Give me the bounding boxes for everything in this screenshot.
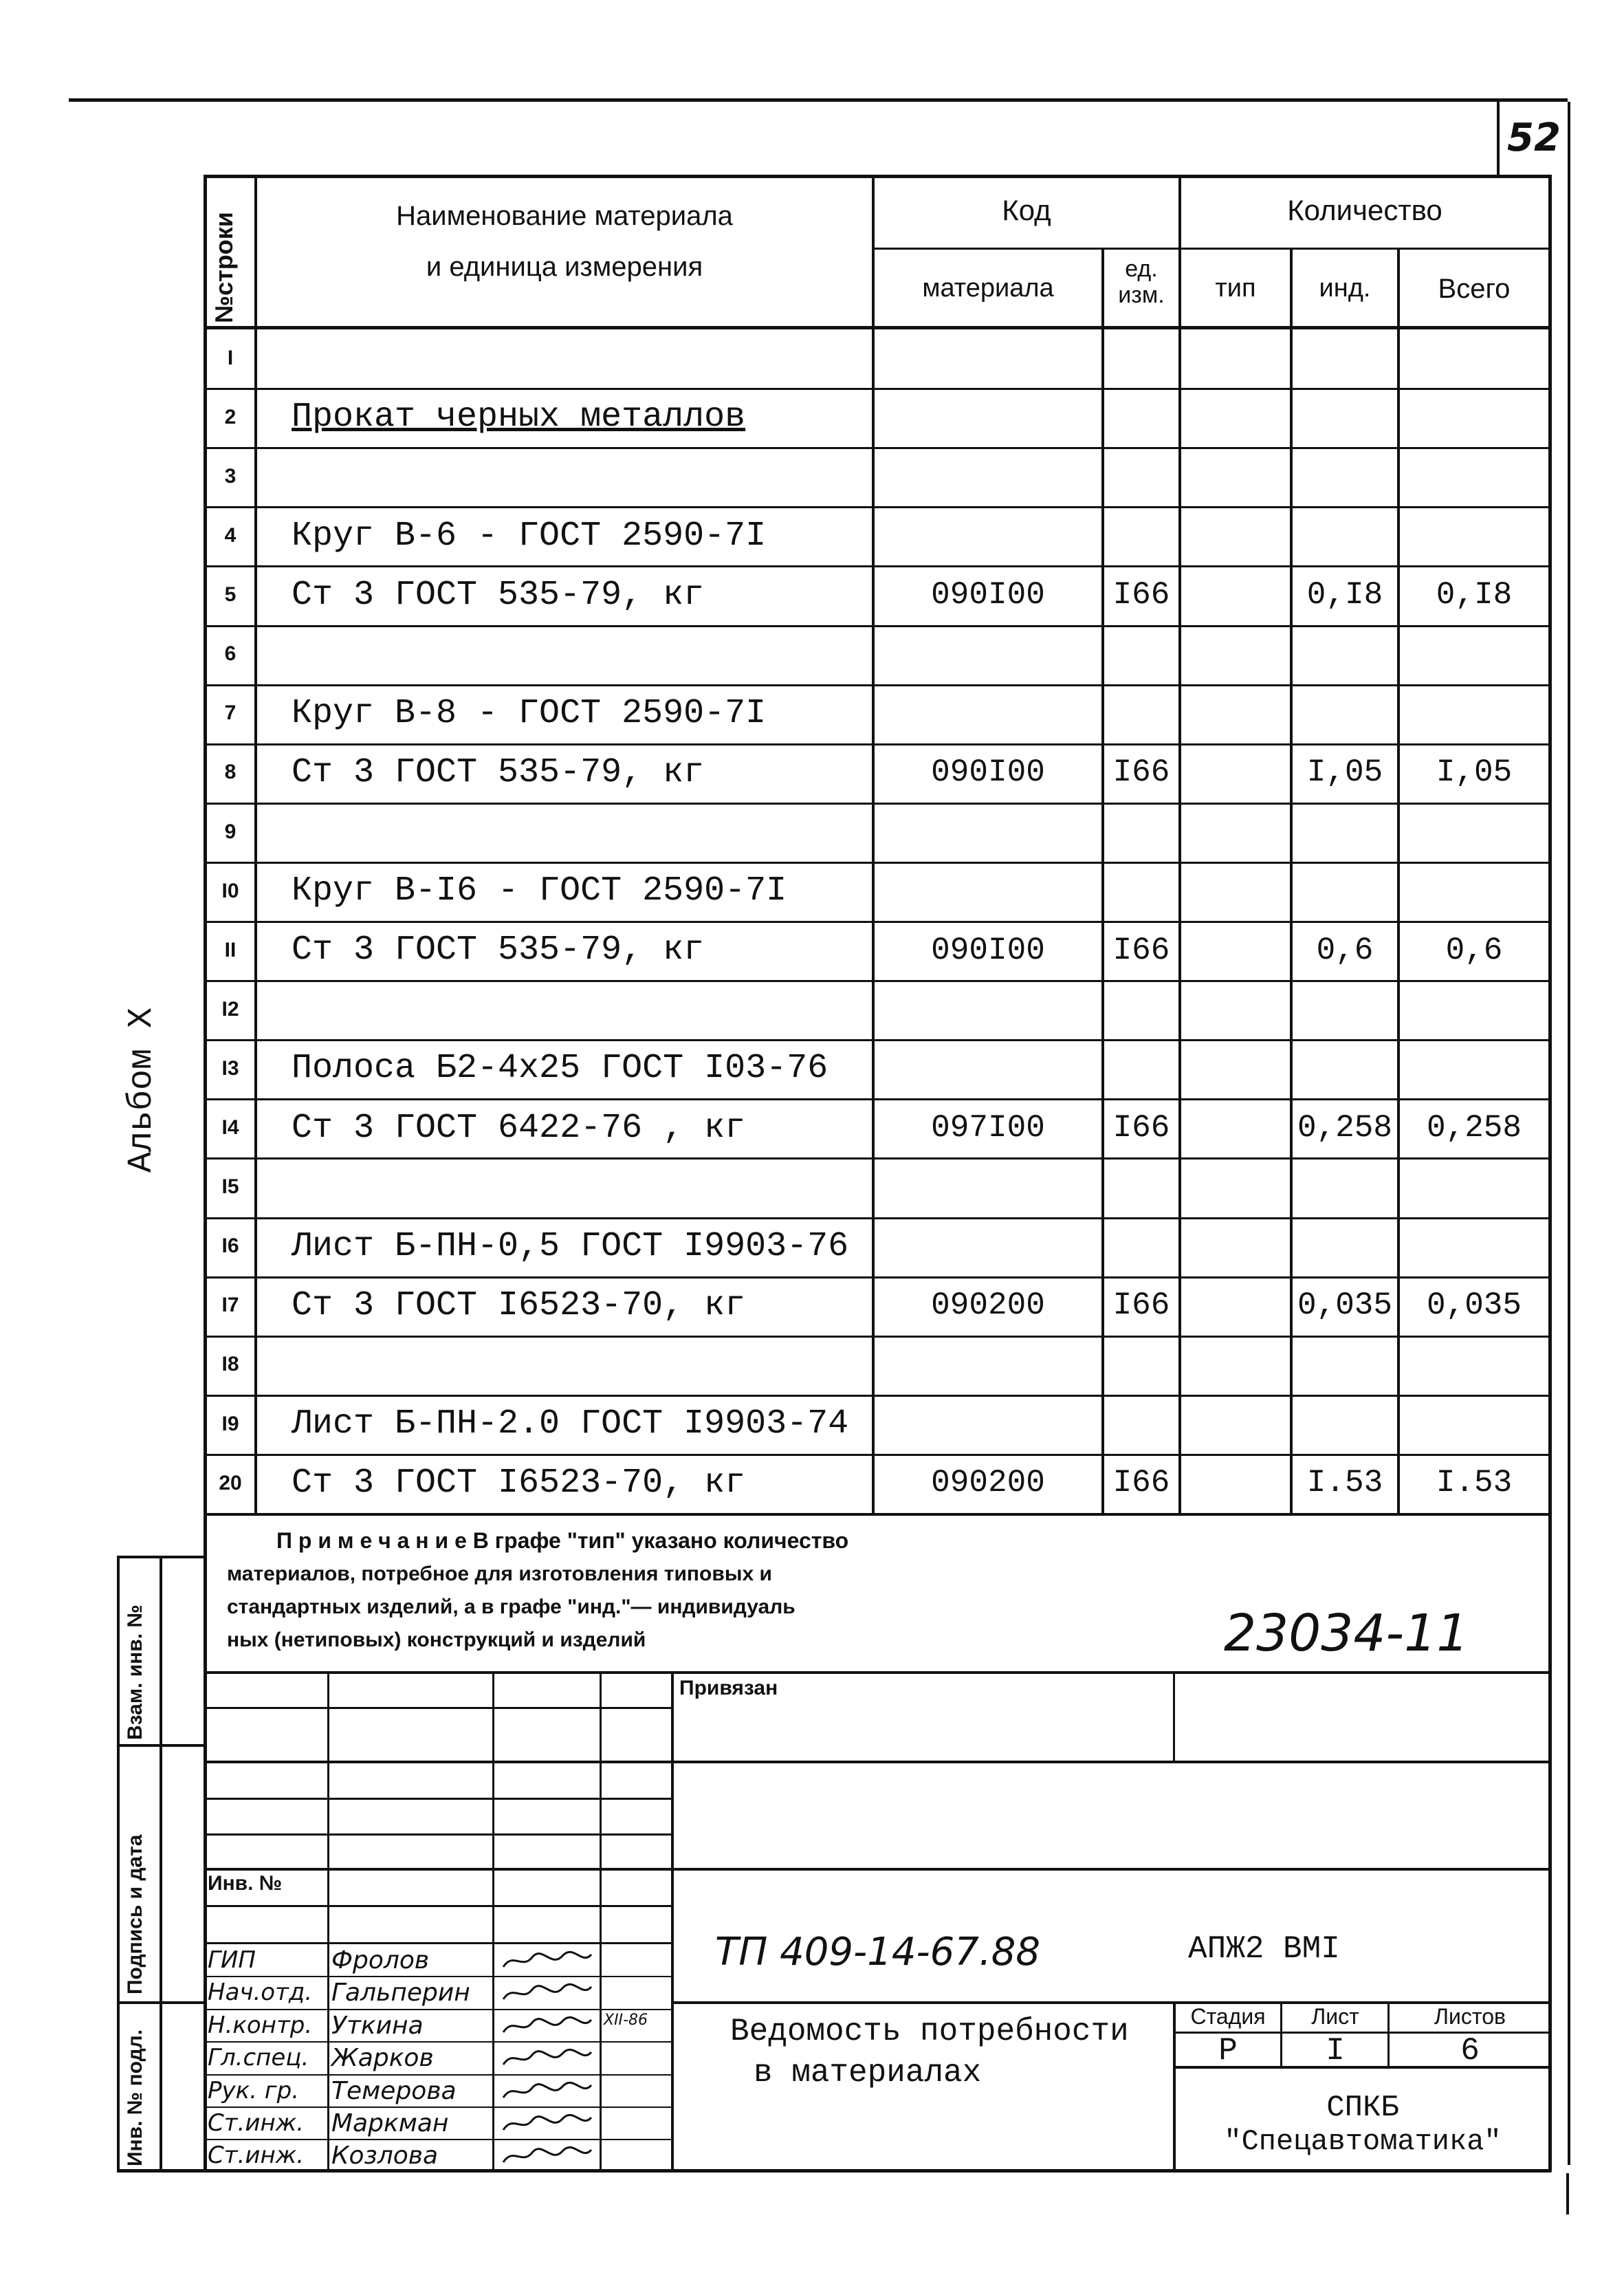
row-cell-name: Лист Б-ПН-2.0 ГОСТ I9903-74 [292, 1404, 849, 1444]
staff-name: Темерова [331, 2077, 457, 2105]
signature-icon [499, 2144, 595, 2168]
staff-divider [204, 2041, 671, 2043]
row-cell-ind: I,05 [1306, 754, 1383, 790]
row-cell-n: 5 [224, 583, 237, 606]
row-cell-n: I3 [221, 1057, 239, 1080]
row-cell-name: Ст 3 ГОСТ I6523-70, кг [292, 1463, 746, 1503]
row-cell-unit: I66 [1112, 1110, 1170, 1146]
row-cell-name: Круг В-8 - ГОСТ 2590-7I [292, 694, 767, 733]
staff-name: Маркман [331, 2109, 449, 2137]
album-label: Альбом X [122, 1007, 162, 1173]
signature-icon [499, 2014, 595, 2038]
sheet-value: I [1326, 2033, 1345, 2069]
row-cell-total: 0,258 [1426, 1110, 1522, 1146]
row-divider [204, 388, 1551, 390]
table-top-line [204, 175, 1551, 178]
side-sep1 [117, 1744, 206, 1747]
tb-col-role [327, 1671, 329, 2172]
sheet-header: Лист [1311, 2004, 1359, 2029]
row-cell-n: 2 [224, 406, 237, 428]
row-cell-n: I8 [221, 1353, 239, 1375]
header-ind: инд. [1319, 274, 1371, 303]
staff-name: Жарков [331, 2044, 434, 2072]
row-cell-unit: I66 [1112, 754, 1170, 790]
org-line2: "Спецавтоматика" [1224, 2125, 1502, 2158]
staff-role: Рук. гр. [208, 2077, 300, 2104]
project-code: ТП 409-14-67.88 [715, 1930, 1040, 1974]
staff-name: Гальперин [331, 1979, 470, 2007]
row-cell-ind: 0,035 [1297, 1287, 1393, 1323]
tb-line-privyazan-top [204, 1671, 1551, 1674]
note-line3: стандартных изделий, а в графе "инд."— индивидуаль [227, 1596, 795, 1618]
row-cell-code: 090I00 [931, 933, 1045, 968]
row-cell-code: 090I00 [931, 577, 1045, 613]
signature-icon [499, 2112, 595, 2135]
top-rule [69, 98, 1568, 102]
row-divider [204, 862, 1551, 864]
tb-col-sign [600, 1671, 602, 2172]
staff-role: Гл.спец. [208, 2044, 309, 2071]
staff-divider [204, 2074, 671, 2076]
row-cell-name: Круг В-I6 - ГОСТ 2590-7I [292, 871, 787, 911]
stage-header: Стадия [1190, 2004, 1266, 2029]
row-cell-unit: I66 [1112, 933, 1170, 968]
row-cell-name: Лист Б-ПН-0,5 ГОСТ I9903-76 [292, 1227, 849, 1266]
doc-title-line2: в материалах [754, 2055, 982, 2091]
staff-divider [204, 2009, 671, 2010]
row-cell-ind: 0,I8 [1306, 577, 1383, 613]
header-name-line1: Наименование материала [396, 201, 733, 231]
sheet-box-left [1497, 102, 1500, 176]
row-cell-ind: 0,6 [1316, 933, 1374, 968]
header-type: тип [1215, 274, 1256, 303]
row-cell-name: Ст 3 ГОСТ I6523-70, кг [292, 1286, 746, 1325]
staff-divider [204, 2139, 671, 2140]
row-cell-n: 9 [224, 820, 237, 843]
row-divider [204, 980, 1551, 982]
tb-left-r5 [204, 1868, 1551, 1871]
row-cell-n: I6 [221, 1234, 239, 1257]
row-cell-n: I [227, 347, 234, 369]
row-cell-n: I2 [221, 998, 239, 1021]
row-cell-total: 0,035 [1426, 1287, 1522, 1323]
header-name-line2: и единица измерения [426, 252, 703, 282]
row-cell-n: 3 [224, 465, 237, 488]
row-cell-code: 090200 [931, 1287, 1045, 1323]
signature-icon [499, 1949, 595, 1972]
header-split-line [872, 248, 1550, 250]
staff-role: Ст.инж. [208, 2109, 305, 2137]
row-cell-name: Ст 3 ГОСТ 6422-76 , кг [292, 1109, 746, 1148]
row-divider [204, 447, 1551, 449]
staff-role: Нач.отд. [208, 1979, 313, 2006]
header-material: материала [922, 274, 1054, 303]
row-divider [204, 1336, 1551, 1338]
side-col-mid [160, 1556, 162, 2172]
side-sep2 [117, 2001, 206, 2004]
tb-left-r3 [204, 1798, 671, 1800]
row-cell-name: Ст 3 ГОСТ 535-79, кг [292, 753, 705, 792]
row-cell-n: I5 [221, 1175, 239, 1198]
row-divider [204, 1098, 1551, 1100]
row-cell-n: II [224, 939, 237, 961]
row-divider [204, 1157, 1551, 1160]
row-cell-total: I.53 [1436, 1465, 1513, 1501]
note-line2: материалов, потребное для изготовления типовых и [227, 1563, 772, 1585]
col-line-ind [1290, 249, 1293, 1514]
row-cell-code: 097I00 [931, 1110, 1045, 1146]
staff-divider [204, 2107, 671, 2108]
row-cell-name: Круг В-6 - ГОСТ 2590-7I [292, 516, 767, 556]
tb-col-name [492, 1671, 494, 2172]
header-unit-line1: ед. [1125, 256, 1158, 282]
signature-icon [499, 2047, 595, 2070]
staff-name: Уткина [331, 2012, 424, 2040]
privyazan-label: Привязан [679, 1677, 778, 1699]
doc-title-line1: Ведомость потребности [730, 2014, 1129, 2049]
inv-no-label: Инв. № [208, 1872, 283, 1895]
staff-divider [204, 1976, 671, 1977]
row-divider [204, 743, 1551, 745]
col-line-type [1178, 175, 1181, 1514]
header-unit-line2: изм. [1118, 282, 1165, 308]
row-divider [204, 803, 1551, 805]
side-label-vzam: Взам. инв. № [124, 1604, 146, 1740]
col-line-unit [1101, 249, 1104, 1514]
rows-bottom-line [204, 1513, 1551, 1516]
sheet-number: 52 [1507, 116, 1561, 160]
row-cell-unit: I66 [1112, 577, 1170, 613]
row-cell-name: Прокат черных металлов [292, 398, 746, 437]
side-label-inv-podl: Инв. № подл. [124, 2029, 146, 2166]
row-divider [204, 921, 1551, 923]
staff-name: Козлова [331, 2142, 439, 2170]
row-cell-code: 090I00 [931, 754, 1045, 790]
org-line1: СПКБ [1326, 2091, 1399, 2125]
side-top [117, 1556, 206, 1558]
row-divider [204, 625, 1551, 627]
row-cell-n: 6 [224, 642, 237, 665]
row-divider [204, 506, 1551, 508]
side-label-podpis: Подпись и дата [124, 1834, 146, 1994]
row-divider [204, 1395, 1551, 1397]
staff-date: XII-86 [604, 2012, 648, 2029]
edge-tick [1566, 2173, 1569, 2214]
row-divider [204, 1217, 1551, 1219]
table-right-line [1548, 175, 1552, 2172]
col-line-total [1397, 249, 1400, 1514]
staff-name: Фролов [331, 1946, 430, 1974]
signature-icon [499, 1981, 595, 2005]
row-cell-n: 7 [224, 701, 237, 724]
row-divider [204, 1454, 1551, 1456]
signature-icon [499, 2080, 595, 2103]
sheet-box-right [1568, 102, 1570, 2165]
row-cell-n: I4 [221, 1116, 239, 1139]
row-cell-code: 090200 [931, 1465, 1045, 1501]
row-cell-n: 8 [224, 761, 237, 783]
row-cell-total: 0,6 [1445, 933, 1503, 968]
note-line1: П р и м е ч а н и е В графе "тип" указано количество [276, 1528, 849, 1553]
header-quantity: Количество [1287, 194, 1442, 226]
row-divider [204, 1276, 1551, 1278]
tb-left-r2 [204, 1761, 1551, 1763]
header-bottom-line [204, 326, 1551, 329]
stage-value: Р [1218, 2033, 1238, 2069]
tb-stage-col2 [1387, 2001, 1390, 2067]
note-line4: ных (нетиповых) конструкций и изделий [227, 1629, 646, 1651]
side-col-left [117, 1556, 120, 2172]
tb-col-privyazan-right [1173, 1671, 1175, 1761]
row-cell-n: 20 [219, 1472, 242, 1494]
row-cell-total: I,05 [1436, 754, 1513, 790]
sheets-value: 6 [1460, 2033, 1480, 2069]
row-divider [204, 1039, 1551, 1041]
header-code: Код [1002, 194, 1051, 226]
row-cell-n: I0 [221, 880, 239, 902]
row-divider [204, 565, 1551, 567]
row-cell-total: 0,I8 [1436, 577, 1513, 613]
staff-role: Н.контр. [208, 2012, 313, 2039]
staff-role: Ст.инж. [208, 2142, 305, 2169]
tb-stage-col1 [1280, 2001, 1282, 2067]
tb-left-r1 [204, 1707, 671, 1709]
col-line-n [254, 175, 257, 1514]
row-cell-n: I9 [221, 1413, 239, 1435]
header-row-no: №строки [210, 212, 238, 323]
row-cell-name: Ст 3 ГОСТ 535-79, кг [292, 576, 705, 615]
row-cell-n: 4 [224, 524, 237, 547]
row-cell-ind: I.53 [1306, 1465, 1383, 1501]
row-cell-unit: I66 [1112, 1465, 1170, 1501]
row-cell-n: I7 [221, 1294, 239, 1316]
doc-code: АПЖ2 ВМI [1188, 1931, 1340, 1967]
doc-number-handwritten: 23034-11 [1224, 1604, 1469, 1663]
row-cell-unit: I66 [1112, 1287, 1170, 1323]
sheets-header: Листов [1434, 2004, 1506, 2029]
row-cell-name: Полоса Б2-4х25 ГОСТ I03-76 [292, 1049, 829, 1088]
tb-left-r6 [204, 1905, 671, 1907]
tb-col-main [671, 1671, 674, 2172]
header-total: Всего [1438, 274, 1511, 304]
tb-left-r4 [204, 1833, 671, 1836]
row-cell-name: Ст 3 ГОСТ 535-79, кг [292, 930, 705, 970]
staff-role: ГИП [208, 1946, 256, 1974]
row-divider [204, 684, 1551, 686]
tb-line-staff-top [204, 1942, 671, 1944]
row-cell-ind: 0,258 [1297, 1110, 1393, 1146]
